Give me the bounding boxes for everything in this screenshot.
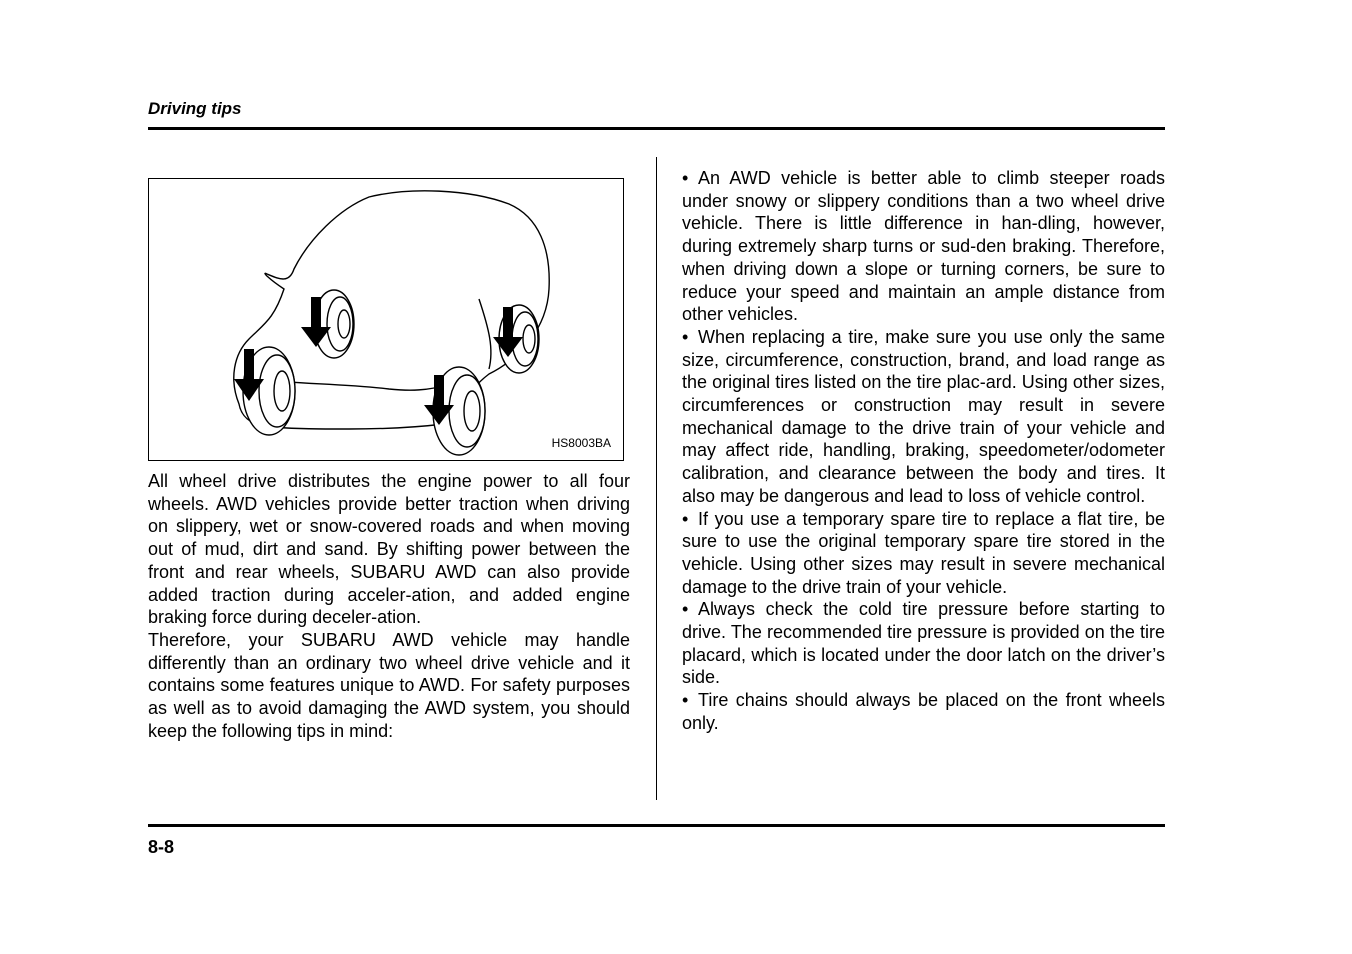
bullet-item [682, 689, 1165, 734]
figure-code: HS8003BA [551, 436, 611, 450]
right-column [682, 167, 1165, 735]
bullet-icon: • [682, 599, 689, 620]
footer-rule [148, 824, 1165, 827]
car-wheels-drawing [149, 179, 622, 459]
bullet-text: Always check the cold tire pressure before starting to drive. The recommended tire pressure is provided on the tire placard, which is located under the door latch on the driver’s side. [682, 599, 1165, 688]
bullet-icon: • [682, 690, 689, 711]
paragraph: All wheel drive distributes the engine power to all four wheels. AWD vehicles provide better traction when driving on slippery, wet or snow-covered roads and when moving out of mud, dirt and sand. By shifting power between the front and rear wheels, SUBARU AWD can also provide added traction during acceler-ation, and added engine braking force during deceler-ation. [148, 471, 630, 628]
bullet-item [682, 598, 1165, 689]
bullet-item [682, 326, 1165, 508]
awd-illustration [148, 178, 624, 461]
bullet-text: Tire chains should always be placed on the front wheels only. [682, 690, 1165, 733]
page-number: 8-8 [148, 837, 175, 857]
bullet-icon: • [682, 326, 689, 347]
section-header: Driving tips [148, 99, 242, 118]
wheel-group [243, 290, 539, 455]
bullet-icon: • [682, 168, 689, 188]
left-column [148, 470, 630, 742]
header-rule [148, 127, 1165, 130]
bullet-text: When replacing a tire, make sure you use only the same size, circumference, construction, brand, and load range as the original tires listed on the tire plac-ard. Using other sizes, circumferences or construction may result in severe mechanical damage to the drive train of your vehicle and may affect ride, handling, braking, speedometer/odometer calibration, and clearance between the body and tires. It also may be dangerous and lead to loss of vehicle control. [682, 326, 1165, 506]
bullet-icon: • [682, 508, 689, 529]
column-divider [656, 157, 657, 800]
bullet-item [682, 167, 1165, 326]
bullet-item [682, 508, 1165, 599]
paragraph: Therefore, your SUBARU AWD vehicle may handle differently than an ordinary two wheel drive vehicle and it contains some features unique to AWD. For safety purposes as well as to avoid damaging the AWD system, you should keep the following tips in mind: [148, 629, 630, 741]
bullet-text: If you use a temporary spare tire to replace a flat tire, be sure to use the original temporary spare tire stored in the vehicle. Using other sizes may result in severe mechanical damage to the drive train of your vehicle. [682, 508, 1165, 597]
bullet-text: An AWD vehicle is better able to climb steeper roads under snowy or slippery conditions than a two wheel drive vehicle. There is little difference in han-dling, however, during extremely sharp turns or sud-den braking. Therefore, when driving down a slope or turning corners, be sure to reduce your speed and maintain an ample distance from other vehicles. [682, 168, 1165, 325]
